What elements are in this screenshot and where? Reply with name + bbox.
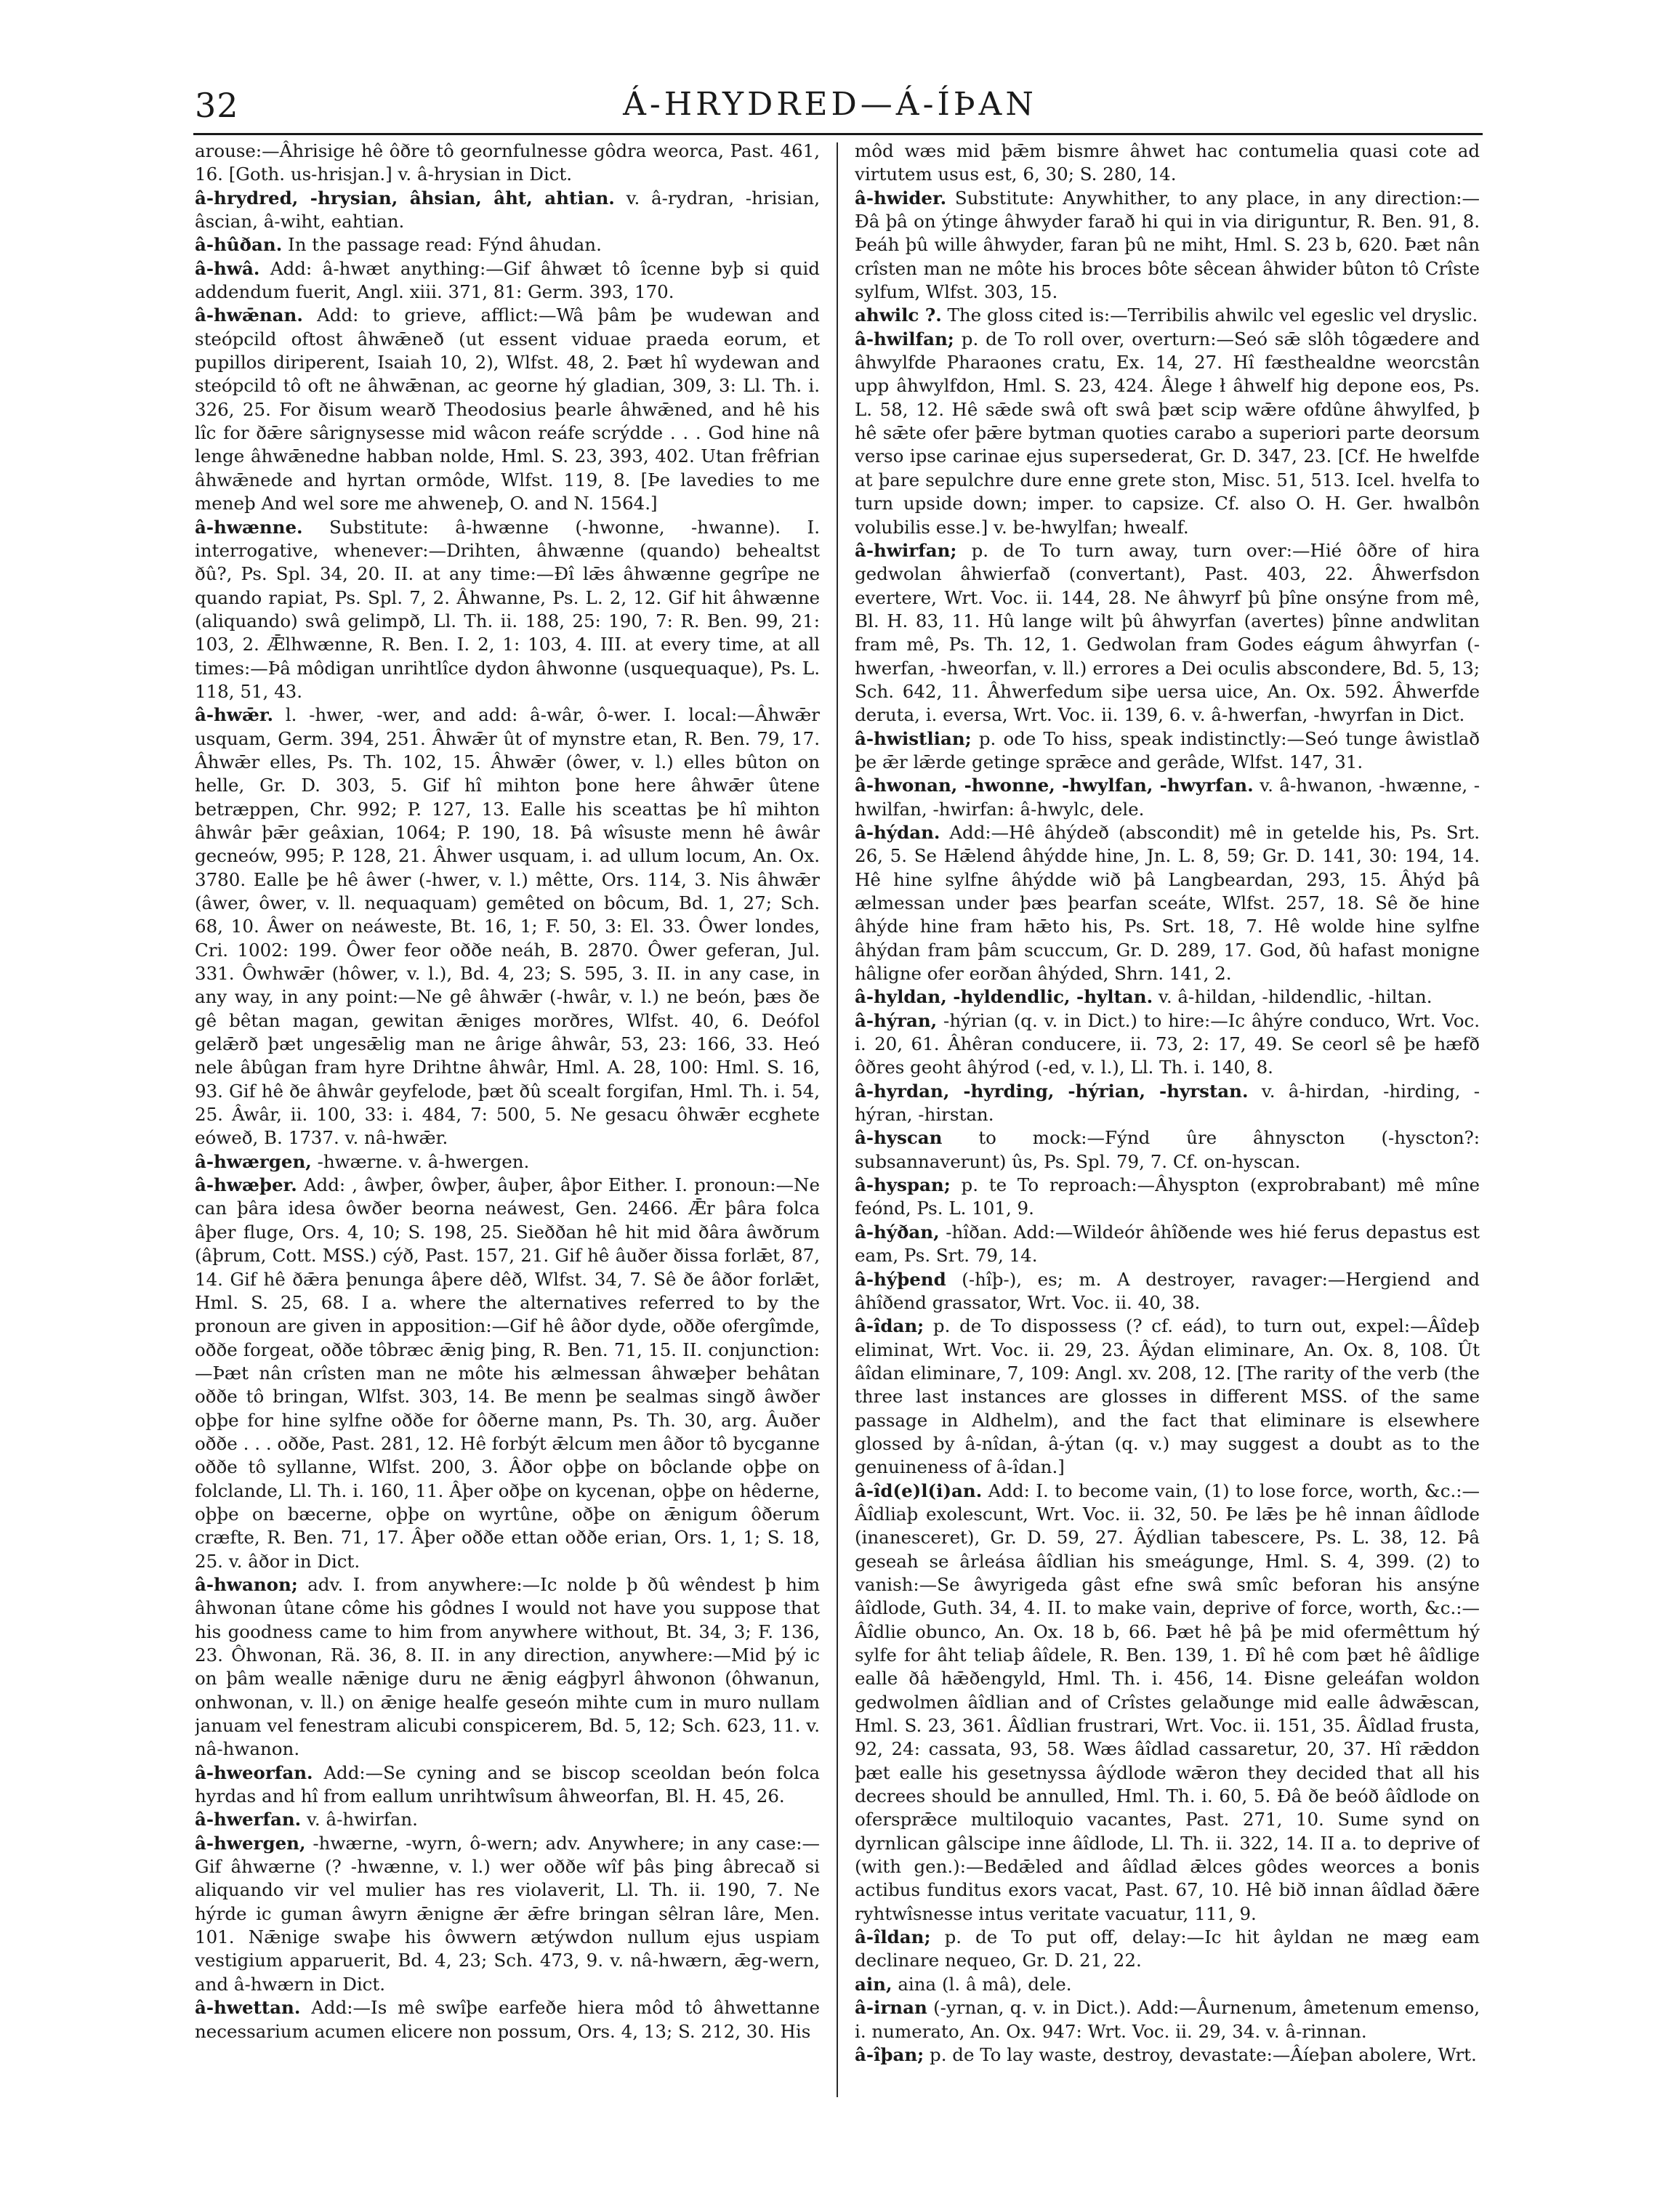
entry-text: p. de To lay waste, destroy, devastate:—Âíeþan abolere, Wrt. — [930, 2043, 1477, 2065]
entry-text: adv. I. from anywhere:—Ic nolde þ ðû wêndest þ him âhwonan ûtane côme his gôdnes I would not have you suppose that his goodness came to him from anywhere without, Bt. 34, 3; F. 136, 23. Ôhwonan, Rä. 36, 8. II. in any direction, anywhere:—Mid þý ic on þâm wealle nǣnige duru ne ǣnig eágþyrl âhwonon (ôhwanun, onhwonan, v. ll.) on ǣnige healfe geseón mihte cum in muro nullam januam vel fenestram alicubi conspicerem, Bd. 5, 12; Sch. 623, 11. v. nâ-hwanon. — [195, 1573, 820, 1760]
dictionary-entry — [855, 1973, 1480, 1996]
dictionary-entry — [855, 1221, 1480, 1268]
entry-text: Add:—Hê âhýdeð (abscondit) mê in getelde his, Ps. Srt. 26, 5. Se Hǣlend âhýdde hine, Jn. L. 8, 59; Gr. D. 141, 30: 194, 14. Hê hine sylfne âhýdde wið þâ Langbeardan, 293, 15. Âhýd þâ ælmessan under þæs þearfan sceáte, Wlfst. 257, 18. Sê ðe hine âhýde hine fram hǣto his, Ps. Srt. 18, 7. Hê wolde hine sylfne âhýdan fram þâm scuccum, Gr. D. 289, 17. God, ðû hafast monigne hâligne ofer eorðan âhýded, Shrn. 141, 2. — [855, 821, 1480, 985]
dictionary-entry — [195, 187, 820, 234]
dictionary-entry — [855, 727, 1480, 775]
entry-headword: â-hyspan; — [855, 1174, 951, 1196]
entry-text: Substitute: â-hwænne (-hwonne, -hwanne). I. interrogative, whenever:—Drihten, âhwænne (quando) behealtst ðû?, Ps. Spl. 34, 20. II. at any time:—Ðî lǣs âhwænne gegrîpe ne quando rapiat, Ps. Spl. 7, 2. Âhwanne, Ps. L. 2, 12. Gif hit âhwænne (aliquando) swâ gelimpð, Ll. Th. ii. 188, 25: 190, 7: R. Ben. 99, 21: 103, 2. Ǣlhwænne, R. Ben. I. 2, 1: 103, 4. III. at every time, at all times:—Þâ môdigan unrihtlîce dydon âhwonne (usquequaque), Ps. L. 118, 51, 43. — [195, 516, 820, 702]
dictionary-entry — [855, 1315, 1480, 1479]
entry-text: -hwærne. v. â-hwergen. — [317, 1150, 530, 1172]
entry-text: Add:—Is mê swîþe earfeðe hiera môd tô âhwettanne necessarium acumen elicere non possum, Ors. 4, 13; S. 212, 30. His — [195, 1997, 820, 2042]
dictionary-entry — [855, 985, 1480, 1009]
entry-text: v. â-rydran, -hrisian, âscian, â-wiht, eahtian. — [195, 187, 820, 233]
entry-text: to mock:—Fýnd ûre âhnyscton (-hyscton?: subsannaverunt) ûs, Ps. Spl. 79, 7. Cf. on-hyscan. — [855, 1127, 1480, 1172]
entry-text: Substitute: Anywhither, to any place, in any direction:—Ðâ þâ on ýtinge âhwyder farað hi qui in via diriguntur, R. Ben. 91, 8. Þeáh þû wille âhwyder, faran þû ne miht, Hml. S. 23 b, 620. Þæt nân crîsten man ne môte his broces bôte sêcean âhwider bûton tô Crîste sylfum, Wlfst. 303, 15. — [855, 187, 1480, 303]
entry-headword: â-hwettan. — [195, 1997, 301, 2019]
entry-text: v. â-hwirfan. — [307, 1809, 418, 1830]
entry-text: môd wæs mid þǣm bismre âhwet hac contumelia quasi cote ad virtutem usus est, 6, 30; S. 280, 14. — [855, 140, 1480, 185]
entry-headword: â-hwilfan; — [855, 328, 954, 350]
left-column — [195, 140, 820, 2102]
entry-text: v. â-hildan, -hildendlic, -hiltan. — [1158, 986, 1433, 1008]
dictionary-entry — [195, 1573, 820, 1761]
entry-headword: â-îdan; — [855, 1315, 924, 1337]
dictionary-entry — [855, 328, 1480, 539]
entry-headword: â-hýþend — [855, 1268, 946, 1290]
entry-headword: â-hwonan, -hwonne, -hwylfan, -hwyrfan. — [855, 775, 1254, 796]
entry-headword: â-hwirfan; — [855, 539, 957, 561]
dictionary-entry — [855, 821, 1480, 985]
entry-text: p. ode To hiss, speak indistinctly:—Seó tunge âwistlað þe ǣr lǣrde getinge sprǣce and gerâde, Wlfst. 147, 31. — [855, 727, 1480, 772]
entry-headword: â-hrydred, -hrysian, âhsian, âht, ahtian. — [195, 187, 615, 209]
entry-headword: â-hyldan, -hyldendlic, -hyltan. — [855, 986, 1153, 1008]
entry-text: arouse:—Âhrisige hê ôðre tô geornfulnesse gôdra weorca, Past. 461, 16. [Goth. us-hrisjan.] v. â-hrysian in Dict. — [195, 140, 820, 185]
entry-text: Add: â-hwæt anything:—Gif âhwæt tô îcenne byþ si quid addendum fuerit, Angl. xiii. 371, 81: Germ. 393, 170. — [195, 257, 820, 303]
dictionary-entry — [855, 1996, 1480, 2043]
entry-text: p. de To turn away, turn over:—Hié ôðre of hira gedwolan âhwierfað (convertant), Past. 403, 22. Âhwerfsdon evertere, Wrt. Voc. ii. 144, 28. Ne âhwyrf þû þîne onsýne from mê, Bl. H. 83, 11. Hû lange wilt þû âhwyrfan (avertes) þînne andwlitan fram mê, Ps. Th. 12, 1. Gedwolan fram Godes eágum âhwyrfan (-hwerfan, -hweorfan, v. ll.) errores a Dei oculis abscondere, Bd. 5, 13; Sch. 642, 11. Âhwerfedum siþe uersa uice, An. Ox. 592. Âhwerfde deruta, i. eversa, Wrt. Voc. ii. 139, 6. v. â-hwerfan, -hwyrfan in Dict. — [855, 539, 1480, 726]
dictionary-entry — [195, 304, 820, 515]
entry-text: (-yrnan, q. v. in Dict.). Add:—Âurnenum, âmetenum emenso, i. numerato, An. Ox. 947: Wrt. Voc. ii. 29, 34. v. â-rinnan. — [855, 1997, 1480, 2042]
entry-text: v. â-hwanon, -hwænne, -hwilfan, -hwirfan: â-hwylc, dele. — [855, 775, 1480, 820]
dictionary-entry — [195, 703, 820, 1150]
entry-headword: â-hwergen, — [195, 1832, 306, 1854]
entry-headword: â-hûðan. — [195, 234, 283, 256]
entry-headword: â-hýdan. — [855, 821, 940, 843]
page-number: 32 — [195, 86, 239, 125]
dictionary-entry — [195, 1832, 820, 1996]
dictionary-entry — [855, 140, 1480, 187]
running-head: Á-HRYDRED—Á-ÍÞAN — [623, 86, 1037, 123]
entry-text: Add:—Se cyning and se biscop sceoldan beón folca hyrdas and hî from eallum unrihtwîsum âhweorfan, Bl. H. 45, 26. — [195, 1761, 820, 1807]
entry-headword: â-îd(e)l(i)an. — [855, 1480, 983, 1501]
entry-headword: â-hwærgen, — [195, 1150, 312, 1172]
entry-headword: â-hwider. — [855, 187, 947, 209]
entry-headword: â-hwǣnan. — [195, 304, 303, 326]
header-rule — [193, 133, 1483, 135]
column-divider — [837, 142, 838, 2097]
entry-text: (-hîþ-), es; m. A destroyer, ravager:—Hergiend and âhîðend grassator, Wrt. Voc. ii. 40, 38. — [855, 1268, 1480, 1313]
entry-text: Add: to grieve, afflict:—Wâ þâm þe wudewan and steópcild oftost âhwǣneð (ut essent viduae praeda eorum, et pupillos diriperent, Isaiah 10, 2), Wlfst. 48, 2. Þæt hî wydewan and steópcild tô oft ne âhwǣnan, ac georne hý gladian, 309, 3: Ll. Th. i. 326, 25. For ðisum wearð Theodosius þearle âhwǣned, and hê his lîc for ðǣre sârignysesse mid wâcon reáfe scrýdde . . . God hine nâ lenge âhwǣnedne habban nolde, Hml. S. 23, 393, 402. Utan frêfrian âhwǣnede and hyrtan ormôde, Wlfst. 119, 8. [Þe lavedies to me meneþ And wel sore me ahweneþ, O. and N. 1564.] — [195, 304, 820, 514]
entry-text: Add: I. to become vain, (1) to lose force, worth, &c.:—Âîdliaþ exolescunt, Wrt. Voc. ii. 32, 50. Þe lǣs þe hê innan âîdlode (inanesceret), Gr. D. 59, 27. Âýdlian tabescere, Ps. L. 38, 12. Þâ geseah se ârleása âîdlian his smeágunge, Hml. S. 4, 399. (2) to vanish:—Se âwyrigeda gâst efne swâ smîc beforan his ansýne âîdlode, Guth. 34, 4. II. to make vain, deprive of force, worth, &c.:—Âîdlie obunco, An. Ox. 18 b, 66. Þæt hê þâ þe mid ofermêttum hý sylfe for âht teliaþ âîdele, R. Ben. 139, 1. Ðî hê com þæt hê âîdlige ealle ðâ hǣðengyld, Hml. Th. i. 456, 14. Ðisne geleáfan woldon gedwolmen âîdlian and of Crîstes gelaðunge mid ealle âdwǣscan, Hml. S. 23, 361. Âîdlian frustrari, Wrt. Voc. ii. 151, 35. Âîdlad frusta, 92, 24: cassata, 93, 58. Wæs âîdlad cassaretur, 20, 37. Hî rǣddon þæt ealle his gesetnyssa âýdlode wǣron they decided that all his decrees should be annulled, Hml. Th. i. 60, 5. Ðâ ðe beóð âîdlode on ofersprǣce multiloquio vacantes, Past. 271, 10. Sume synd on dyrnlican gâlscipe inne âîdlode, Ll. Th. ii. 322, 14. II a. to deprive of (with gen.):—Bedǣled and âîdlad ǣlces gôdes weorces a bonis actibus funditus exors vacat, Past. 67, 10. Hê bið innan âîdlad ðǣre ryhtwîsnesse intus veritate vacuatur, 111, 9. — [855, 1480, 1480, 1924]
dictionary-entry — [855, 1126, 1480, 1174]
entry-text: -hîðan. Add:—Wildeór âhîðende wes hié ferus depastus est eam, Ps. Srt. 79, 14. — [855, 1221, 1480, 1267]
entry-headword: â-hyrdan, -hyrding, -hýrian, -hyrstan. — [855, 1080, 1249, 1102]
entry-headword: â-îldan; — [855, 1926, 931, 1948]
dictionary-entry — [855, 1080, 1480, 1127]
dictionary-entry — [855, 774, 1480, 821]
dictionary-entry — [195, 257, 820, 304]
dictionary-entry — [855, 539, 1480, 727]
dictionary-entry — [855, 304, 1480, 327]
entry-headword: â-hýðan, — [855, 1221, 940, 1243]
dictionary-entry — [195, 140, 820, 187]
entry-headword: ahwilc ?. — [855, 304, 942, 326]
dictionary-entry — [195, 516, 820, 704]
dictionary-entry — [855, 1009, 1480, 1080]
entry-headword: â-hwænne. — [195, 516, 303, 538]
dictionary-entry — [195, 1996, 820, 2043]
entry-text: p. de To put off, delay:—Ic hit âyldan ne mæg eam declinare nequeo, Gr. D. 21, 22. — [855, 1926, 1480, 1971]
entry-text: -hwærne, -wyrn, ô-wern; adv. Anywhere; in any case:—Gif âhwærne (? -hwænne, v. l.) wer oððe wîf þâs þing âbrecað si aliquando vir vel mulier has res violaverit, Ll. Th. ii. 190, 7. Ne hýrde ic guman âwyrn ǣnigne ǣr ǣfre bringan sêlran lâre, Men. 101. Nǣnige swaþe his ôwwern ætýwdon nullum ejus uspiam vestigium apparuerit, Bd. 4, 23; Sch. 473, 9. v. nâ-hwærn, ǣg-wern, and â-hwærn in Dict. — [195, 1832, 820, 1995]
entry-headword: â-hwæþer. — [195, 1174, 297, 1196]
entry-headword: ain, — [855, 1973, 893, 1995]
entry-text: l. -hwer, -wer, and add: â-wâr, ô-wer. I. local:—Âhwǣr usquam, Germ. 394, 251. Âhwǣr ût of mynstre etan, R. Ben. 79, 17. Âhwǣr elles, Ps. Th. 102, 15. Âhwǣr (ôwer, v. l.) elles bûton on helle, Gr. D. 303, 5. Gif hî mihton þone here âhwǣr ûtene betræppen, Chr. 992; P. 127, 13. Ealle his sceattas þe hî mihton âhwâr þǣr geâxian, 1064; P. 190, 18. Þâ wîsuste menn hê âwâr gecneów, 995; P. 128, 21. Âhwer usquam, i. ad ullum locum, An. Ox. 3780. Ealle þe hê âwer (-hwer, v. l.) mêtte, Ors. 114, 3. Nis âhwǣr (âwer, ôwer, v. ll. nequaquam) gemêted on bôcum, Bd. 1, 27; Sch. 68, 10. Âwer on neáweste, Bt. 16, 1; F. 50, 3: El. 33. Ôwer londes, Cri. 1002: 199. Ôwer feor oððe neáh, B. 2870. Ôwer geferan, Jul. 331. Ôwhwǣr (hôwer, v. l.), Bd. 4, 23; S. 595, 3. II. in any case, in any way, in any point:—Ne gê âhwǣr (-hwâr, v. l.) ne beón, þæs ðe gê bêtan magan, gewitan ǣniges morðres, Wlfst. 40, 6. Deófol gelǣrð þæt ungesǣlig man ne ârige âhwâr, 53, 23: 166, 33. Heó nele âbûgan fram hyre Drihtne âhwâr, Hml. A. 28, 100: Hml. S. 16, 93. Gif hê ðe âhwâr geyfelode, þæt ðû scealt forgifan, Hml. Th. i. 54, 25. Âwâr, ii. 100, 33: i. 484, 7: 500, 5. Ne gesacu ôhwǣr ecghete eóweð, B. 1737. v. nâ-hwǣr. — [195, 704, 820, 1149]
entry-headword: â-hwistlian; — [855, 727, 972, 749]
entry-headword: â-hwǣr. — [195, 704, 274, 726]
entry-text: p. de To roll over, overturn:—Seó sǣ slôh tôgædere and âhwylfde Pharaones cratu, Ex. 14, 27. Hî fæsthealdne weorcstân upp âhwylfdon, Hml. S. 23, 424. Âlege ł âhwelf hig depone eos, Ps. L. 58, 12. Hê sǣde swâ oft swâ þæt scip wǣre ofdûne âhwylfed, þ hê sǣte ofer þǣre bytman quoties carabo a superiori parte deorsum verso ipse carinae ejus supersederat, Gr. D. 347, 23. [Cf. He hwelfde at þare sepulchre dure enne grete ston, Misc. 51, 513. Icel. hvelfa to turn upside down; imper. to capsize. Cf. also O. H. Ger. hwalbôn volubilis esse.] v. be-hwylfan; hwealf. — [855, 328, 1480, 538]
dictionary-entry — [195, 1174, 820, 1573]
entry-headword: â-hweorfan. — [195, 1761, 313, 1783]
dictionary-entry — [195, 1761, 820, 1809]
dictionary-entry — [855, 1926, 1480, 1973]
entry-headword: â-hýran, — [855, 1009, 938, 1031]
entry-headword: â-irnan — [855, 1997, 927, 2019]
dictionary-entry — [855, 2043, 1480, 2067]
right-column — [855, 140, 1480, 2102]
entry-headword: â-hwerfan. — [195, 1809, 302, 1830]
entry-text: p. te To reproach:—Âhyspton (exprobrabant) mê mîne feónd, Ps. L. 101, 9. — [855, 1174, 1480, 1219]
dictionary-entry — [855, 187, 1480, 304]
entry-text: In the passage read: Fýnd âhudan. — [288, 234, 602, 256]
dictionary-entry — [855, 1480, 1480, 1926]
dictionary-entry — [855, 1268, 1480, 1315]
entry-headword: â-hyscan — [855, 1127, 943, 1149]
entry-text: aina (l. â mâ), dele. — [898, 1973, 1072, 1995]
entry-text: The gloss cited is:—Terribilis ahwilc vel egeslic vel dryslic. — [947, 304, 1478, 326]
entry-text: v. â-hirdan, -hirding, -hýran, -hirstan. — [855, 1080, 1480, 1126]
dictionary-entry — [195, 1808, 820, 1831]
entry-headword: â-hwanon; — [195, 1573, 298, 1595]
entry-headword: â-hwâ. — [195, 257, 260, 279]
entry-text: p. de To dispossess (? cf. eád), to turn out, expel:—Âîdeþ eliminat, Wrt. Voc. ii. 29, 23. Âýdan eliminare, An. Ox. 8, 108. Ût âîdan eliminare, 7, 109: Angl. xv. 208, 12. [The rarity of the verb (the three last instances are glosses in different MSS. of the same passage in Aldhelm), and the fact that eliminare is elsewhere glossed by â-nîdan, â-ýtan (q. v.) may suggest a doubt as to the genuineness of â-îdan.] — [855, 1315, 1480, 1478]
entry-headword: â-îþan; — [855, 2043, 924, 2065]
dictionary-entry — [195, 233, 820, 257]
dictionary-entry — [855, 1174, 1480, 1221]
entry-text: Add: , âwþer, ôwþer, âuþer, âþor Either. I. pronoun:—Ne can þâra idesa ôwðer beorna neáwest, Gen. 2466. Ǣr þâra folca âþer fluge, Ors. 4, 10; S. 198, 25. Sieððan hê hit mid ðâra âwðrum (âþrum, Cott. MSS.) cýð, Past. 157, 21. Gif hê âuðer ðissa forlǣt, 87, 14. Gif hê ðǣra þenunga âþere dêð, Wlfst. 34, 7. Sê ðe âðor forlǣt, Hml. S. 25, 68. I a. where the alternatives referred to by the pronoun are given in apposition:—Gif hê âðor dyde, oððe ofergîmde, oððe forgeat, oððe tôbræc ǣnig þing, R. Ben. 71, 15. II. conjunction:—Þæt nân crîsten man ne môte his ælmessan âhwæþer behâtan oððe tô bringan, Wlfst. 303, 14. Be menn þe sealmas singð âwðer oþþe for hine sylfne oððe for ôðerne mann, Ps. Th. 30, arg. Âuðer oððe . . . oððe, Past. 281, 12. Hê forbýt ǣlcum men âðor tô bycganne oððe tô syllanne, Wlfst. 200, 3. Âðor oþþe on bôclande oþþe on folclande, Ll. Th. i. 160, 11. Âþer oðþe on kycenan, oþþe on hêderne, oþþe on bæcerne, oþþe on wyrtûne, oðþe on ǣnigum ôðerum cræfte, R. Ben. 71, 17. Âþer oððe ettan oððe erian, Ors. 1, 1; S. 18, 25. v. âðor in Dict. — [195, 1174, 820, 1572]
dictionary-entry — [195, 1150, 820, 1174]
entry-text: -hýrian (q. v. in Dict.) to hire:—Ic âhýre conduco, Wrt. Voc. i. 20, 61. Âhêran conducere, ii. 73, 2: 17, 49. Se ceorl sê þe hæfð ôðres geoht âhýrod (-ed, v. l.), Ll. Th. i. 140, 8. — [855, 1009, 1480, 1078]
